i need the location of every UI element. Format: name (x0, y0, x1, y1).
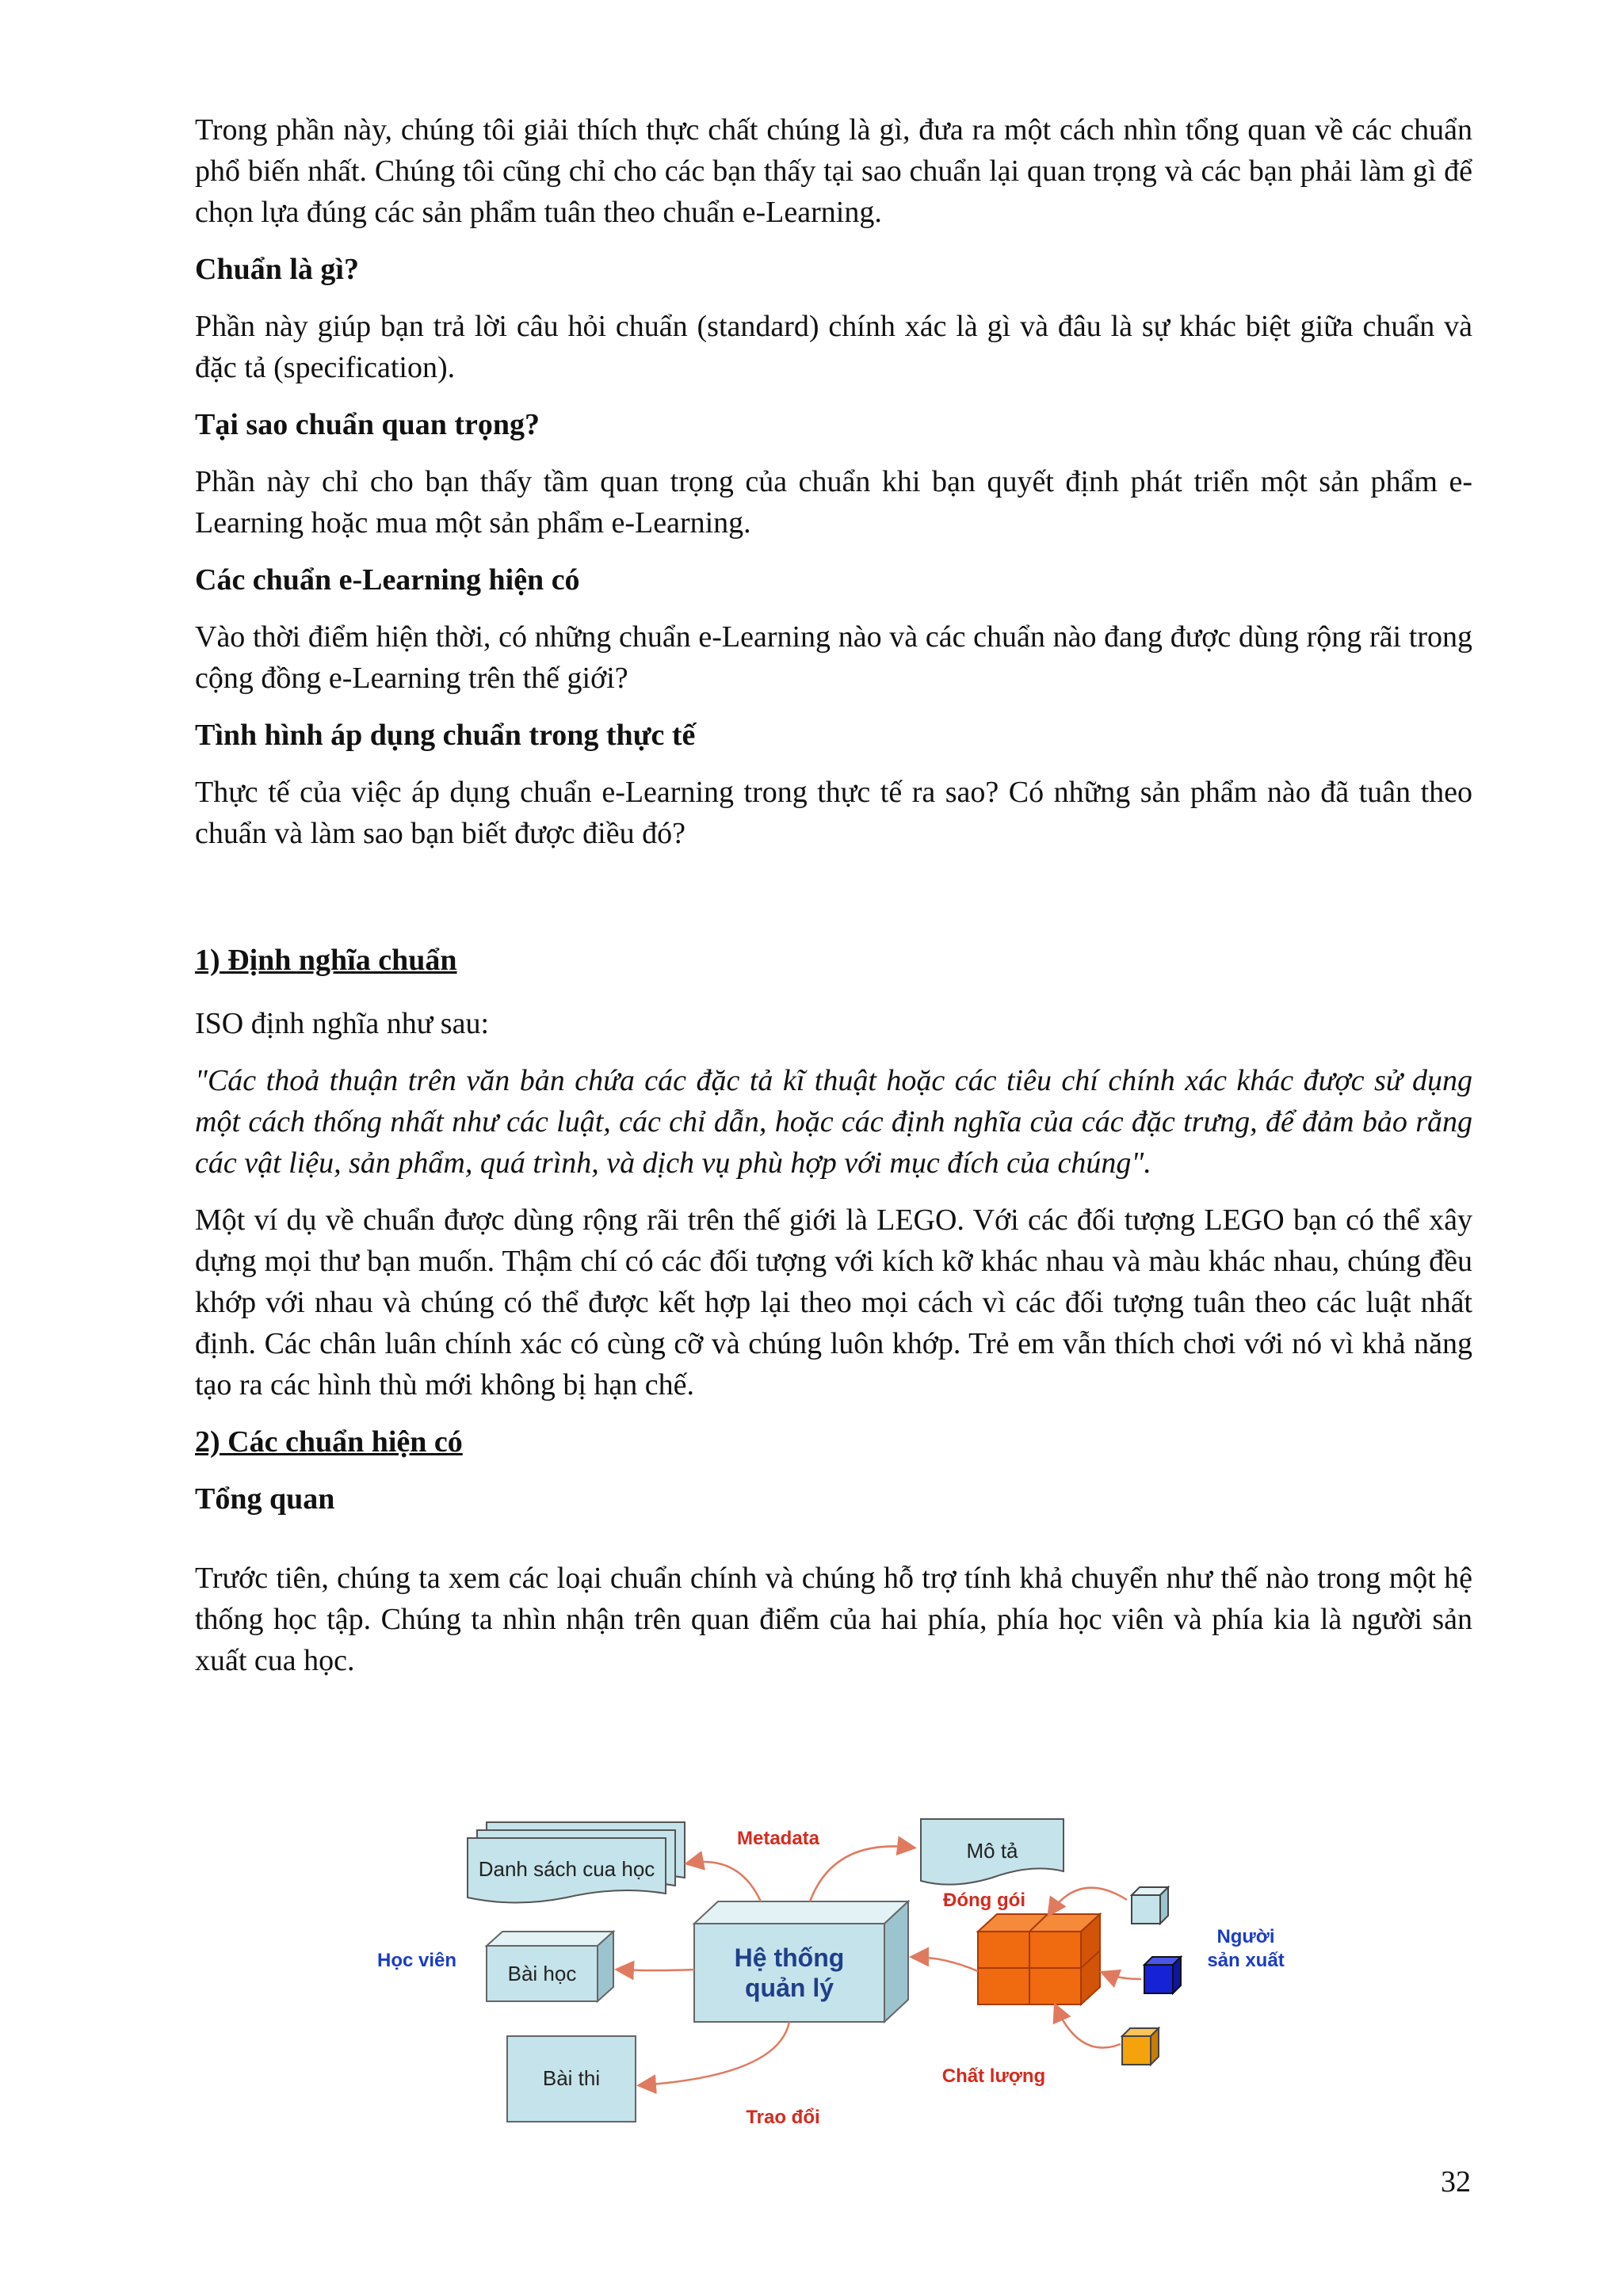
paragraph-why-standard: Phần này chỉ cho bạn thấy tầm quan trọng của chuẩn khi bạn quyết định phát triển một sản phẩm e-Learning hoặc mua một sản phẩm e-Learning. (195, 465, 1472, 540)
description-label: Mô tả (966, 1839, 1018, 1863)
exchange-label: Trao đổi (746, 2107, 820, 2128)
lesson-box (487, 1932, 613, 2001)
metadata-label: Metadata (736, 1828, 820, 1849)
paragraph-existing-standards: Vào thời điểm hiện thời, có những chuẩn e-Learning nào và các chuẩn nào đang được dùng rộng rãi trong cộng đồng e-Learning trên thế giới? (195, 620, 1472, 695)
exam-label: Bài thi (542, 2066, 601, 2090)
paragraph-adoption: Thực tế của việc áp dụng chuẩn e-Learning trong thực tế ra sao? Có những sản phẩm nào đã tuân theo chuẩn và làm sao bạn biết được điều đó? (195, 776, 1472, 850)
producer-label-line2: sản xuất (1207, 1950, 1285, 1971)
standards-diagram (366, 1806, 1317, 2155)
heading-why-standard: Tại sao chuẩn quan trọng? (195, 408, 540, 441)
document-body (195, 109, 1472, 1697)
producer-label-line1: Người (1216, 1926, 1275, 1947)
heading-existing-standards: Các chuẩn e-Learning hiện có (195, 563, 580, 597)
yellow-cube (1122, 2028, 1159, 2065)
page-number: 32 (1441, 2165, 1471, 2199)
iso-quote: "Các thoả thuận trên văn bản chứa các đặc tả kĩ thuật hoặc các tiêu chí chính xác khác được sử dụng một cách thống nhất như các luật, các chỉ dẫn, hoặc các định nghĩa của các đặc trưng, để đảm bảo rằng các vật liệu, sản phẩm, quá trình, và dịch vụ phù hợp với mục đích của chúng". (195, 1064, 1472, 1180)
lms-label-line2: quản lý (744, 1974, 834, 2002)
course-list-label: Danh sách cua học (478, 1857, 655, 1881)
intro-paragraph: Trong phần này, chúng tôi giải thích thực chất chúng là gì, đưa ra một cách nhìn tổng quan về các chuẩn phổ biến nhất. Chúng tôi cũng chỉ cho các bạn thấy tại sao chuẩn lại quan trọng và các bạn phải làm gì để chọn lựa đúng các sản phẩm tuân theo chuẩn e-Learning. (195, 113, 1472, 229)
heading-overview: Tổng quan (195, 1482, 335, 1516)
overview-paragraph: Trước tiên, chúng ta xem các loại chuẩn chính và chúng hỗ trợ tính khả chuyển như thế nào trong một hệ thống học tập. Chúng ta nhìn nhận trên quan điểm của hai phía, phía học viên và phía kia là người sản xuất cua học. (195, 1562, 1472, 1677)
learner-label: Học viên (376, 1950, 457, 1971)
light-blue-cube (1132, 1887, 1168, 1924)
description-document (921, 1819, 1064, 1885)
packaging-label: Đóng gói (943, 1890, 1025, 1911)
section-2-title: 2) Các chuẩn hiện có (195, 1425, 463, 1459)
section-1-title: 1) Định nghĩa chuẩn (195, 944, 457, 977)
packaged-content-cube (978, 1914, 1100, 2004)
iso-intro: ISO định nghĩa như sau: (195, 1007, 490, 1040)
heading-what-is-standard: Chuẩn là gì? (195, 253, 359, 286)
lego-paragraph: Một ví dụ về chuẩn được dùng rộng rãi trên thế giới là LEGO. Với các đối tượng LEGO bạn có thể xây dựng mọi thư bạn muốn. Thậm chí có các đối tượng với kích kỡ khác nhau và màu khác nhau, chúng đều khớp với nhau và chúng có thể được kết hợp lại theo mọi cách vì các đối tượng tuân theo các luật nhất định. Các chân luân chính xác có cùng cỡ và chúng luôn khớp. Trẻ em vẫn thích chơi với nó vì khả năng tạo ra các hình thù mới không bị hạn chế. (195, 1203, 1472, 1402)
heading-adoption: Tình hình áp dụng chuẩn trong thực tế (195, 719, 696, 752)
lesson-label: Bài học (507, 1962, 577, 1985)
paragraph-what-is-standard: Phần này giúp bạn trả lời câu hỏi chuẩn (standard) chính xác là gì và đâu là sự khác biệt giữa chuẩn và đặc tả (specification). (195, 310, 1472, 384)
lms-label-line1: Hệ thống (734, 1943, 845, 1972)
quality-label: Chất lượng (941, 2065, 1046, 2087)
lms-box (694, 1901, 908, 2022)
blue-cube (1144, 1957, 1181, 1993)
course-list-document (468, 1822, 685, 1903)
